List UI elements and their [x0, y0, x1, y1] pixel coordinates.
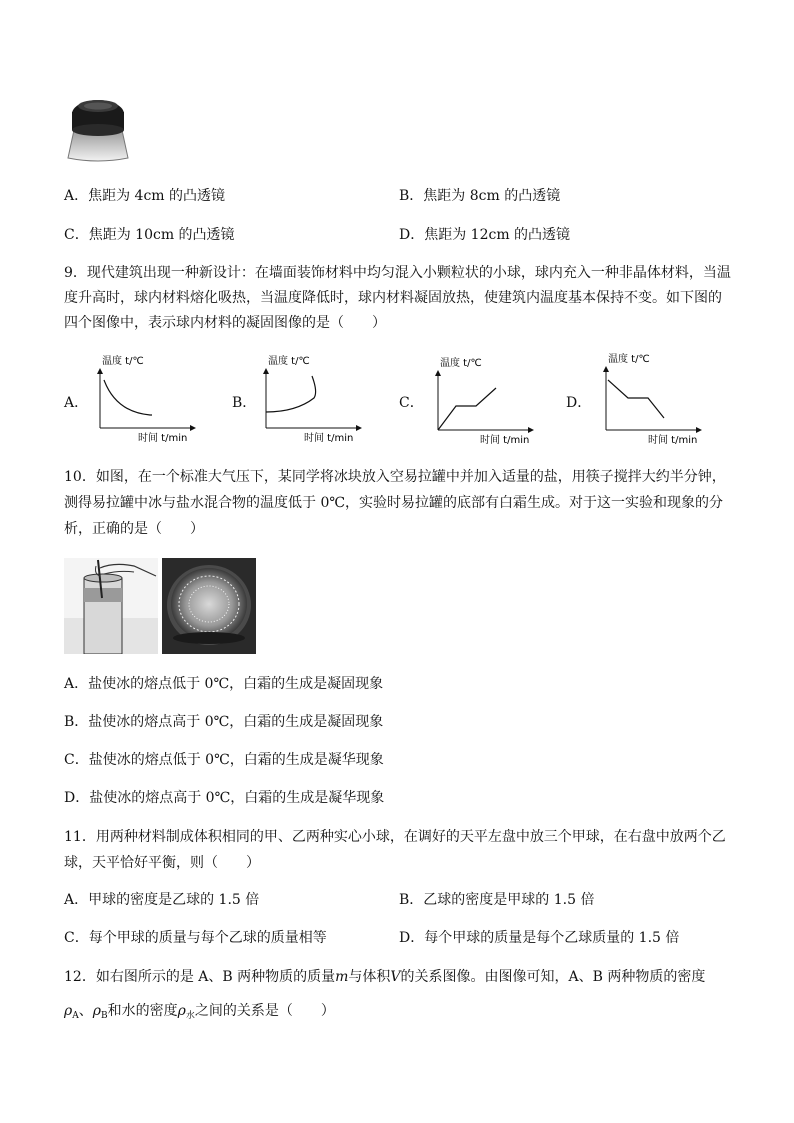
q11-text-line-1: 11．用两种材料制成体积相同的甲、乙两种实心小球，在调好的天平左盘中放三个甲球，在右盘中放两个乙: [64, 829, 726, 845]
q10-option-a: A．盐使冰的熔点低于 0℃，白霜的生成是凝固现象: [64, 676, 384, 692]
q9-text-line-1: 9．现代建筑出现一种新设计：在墙面装饰材料中均匀混入小颗粒状的小球，球内充入一种非晶体材料，当温: [64, 265, 731, 281]
q8-option-d: D．焦距为 12cm 的凸透镜: [399, 227, 571, 243]
magnifier-image: [66, 92, 130, 164]
q10-option-c: C．盐使冰的熔点低于 0℃，白霜的生成是凝华现象: [64, 752, 384, 768]
q10-text-line-1: 10．如图，在一个标准大气压下，某同学将冰块放入空易拉罐中并加入适量的盐，用筷子搅拌大约半分钟，: [64, 469, 726, 485]
q8-option-b: B．焦距为 8cm 的凸透镜: [399, 188, 561, 204]
q8-option-a: A．焦距为 4cm 的凸透镜: [64, 188, 226, 204]
q9-graph-c-xlabel: 时间 t/min: [480, 435, 530, 446]
q11-text-line-2: 球，天平恰好平衡，则（ ）: [64, 855, 260, 871]
q11-option-c: C．每个甲球的质量与每个乙球的质量相等: [64, 930, 327, 946]
q9-graph-a: [90, 352, 200, 446]
q11-option-d: D．每个甲球的质量是每个乙球质量的 1.5 倍: [399, 930, 680, 946]
q9-graph-b-ylabel: 温度 t/℃: [268, 356, 310, 367]
q9-graph-b: [256, 352, 366, 446]
frost-can-bottom-image: [162, 558, 256, 654]
q9-text-line-2: 度升高时，球内材料熔化吸热，当温度降低时，球内材料凝固放热，使建筑内温度基本保持不变。如下图的: [64, 290, 722, 306]
q9-graph-d-ylabel: 温度 t/℃: [608, 354, 650, 365]
q10-option-b: B．盐使冰的熔点高于 0℃，白霜的生成是凝固现象: [64, 714, 384, 730]
q9-graph-a-xlabel: 时间 t/min: [138, 433, 188, 444]
q9-graph-c-ylabel: 温度 t/℃: [440, 358, 482, 369]
q12-text-line-1: 12．如右图所示的是 A、B 两种物质的质量m与体积V的关系图像。由图像可知，A、B 两种物质的密度: [64, 969, 706, 985]
q9-graph-c: [428, 354, 538, 448]
q8-option-c: C．焦距为 10cm 的凸透镜: [64, 227, 235, 243]
q9-graph-c-letter: C．: [399, 395, 424, 411]
can-stirring-image: [64, 558, 158, 654]
q9-text-line-3: 四个图像中，表示球内材料的凝固图像的是（ ）: [64, 315, 386, 331]
q11-option-a: A．甲球的密度是乙球的 1.5 倍: [64, 892, 260, 908]
q10-text-line-3: 析，正确的是（ ）: [64, 521, 204, 537]
q9-graph-b-xlabel: 时间 t/min: [304, 433, 354, 444]
q11-option-b: B．乙球的密度是甲球的 1.5 倍: [399, 892, 595, 908]
q9-graph-d: [596, 350, 706, 446]
q9-graph-d-letter: D．: [566, 395, 592, 411]
q12-text-line-2: $\rho_A$、$\rho_B$和水的密度$\rho_水$之间的关系是（ ）: [64, 1003, 335, 1021]
q9-graph-a-ylabel: 温度 t/℃: [102, 356, 144, 367]
q9-graph-d-xlabel: 时间 t/min: [648, 435, 698, 446]
q9-graph-a-letter: A．: [64, 395, 89, 411]
q10-text-line-2: 测得易拉罐中冰与盐水混合物的温度低于 0℃，实验时易拉罐的底部有白霜生成。对于这一实验和现象的分: [64, 495, 724, 511]
q9-graph-b-letter: B．: [232, 395, 257, 411]
q10-option-d: D．盐使冰的熔点高于 0℃，白霜的生成是凝华现象: [64, 790, 385, 806]
